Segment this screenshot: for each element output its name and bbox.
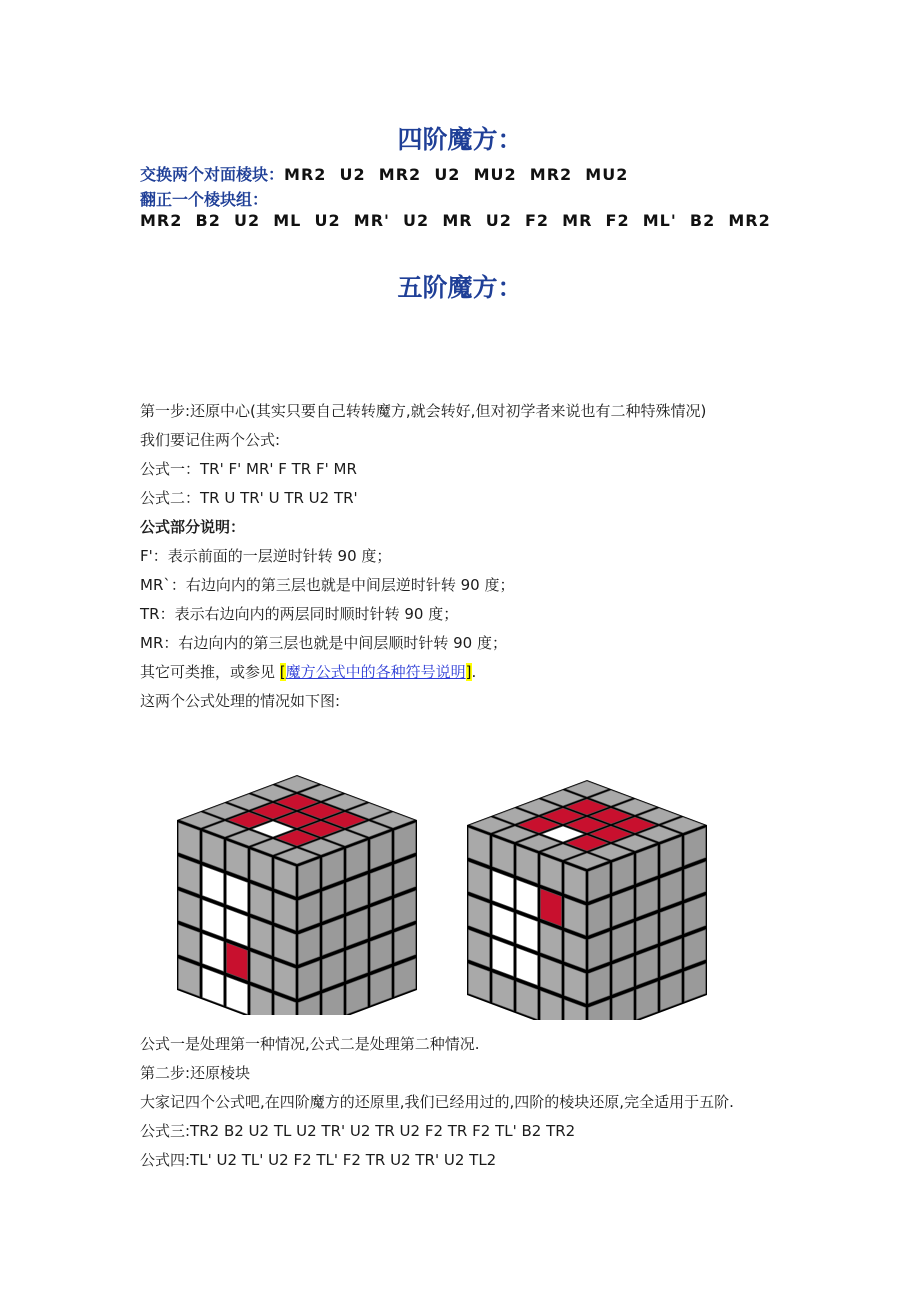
cube-figure-case-one <box>165 735 430 1015</box>
see-also-suffix: . <box>471 663 477 681</box>
see-also-line <box>140 661 476 682</box>
formula-three: 公式三:TR2 B2 U2 TL U2 TR' U2 TR U2 F2 TR F2 TL' B2 TR2 <box>140 1122 576 1140</box>
notation-link[interactable]: 魔方公式中的各种符号说明 <box>285 663 466 681</box>
cube-figure-case-two <box>455 740 720 1020</box>
notation-title: 公式部分说明： <box>140 518 246 536</box>
heading-four-order: 四阶魔方： <box>397 125 523 154</box>
heading-five-order: 五阶魔方： <box>397 273 523 302</box>
bracket-open: [ <box>279 663 286 681</box>
see-also-prefix: 其它可类推，或参见 <box>140 663 280 681</box>
note-mr: MR：右边向内的第三层也就是中间层顺时针转 90 度； <box>140 634 507 652</box>
note-f: F'：表示前面的一层逆时针转 90 度； <box>140 547 392 565</box>
formula-two: 公式二：TR U TR' U TR U2 TR' <box>140 489 358 507</box>
remember-text: 我们要记住两个公式: <box>140 431 281 449</box>
formula-four: 公式四:TL' U2 TL' U2 F2 TL' F2 TR U2 TR' U2 TL2 <box>140 1151 497 1169</box>
note-mr-prime: MR`：右边向内的第三层也就是中间层逆时针转 90 度； <box>140 576 515 594</box>
flip-edge-label: 翻正一个棱块组： <box>140 190 269 209</box>
after-figure-text: 公式一是处理第一种情况,公式二是处理第二种情况. <box>140 1035 480 1053</box>
step2-text: 第二步:还原棱块 <box>140 1064 251 1082</box>
flip-edge-formula: MR2 B2 U2 ML U2 MR' U2 MR U2 F2 MR F2 ML' B2 MR2 <box>140 211 771 230</box>
swap-edges-formula: MR2 U2 MR2 U2 MU2 MR2 MU2 <box>284 165 629 184</box>
formula-one: 公式一：TR' F' MR' F TR F' MR <box>140 460 357 478</box>
bracket-close: ] <box>465 663 472 681</box>
note-tr: TR：表示右边向内的两层同时顺时针转 90 度； <box>140 605 459 623</box>
situation-text: 这两个公式处理的情况如下图: <box>140 692 341 710</box>
step1-text: 第一步:还原中心(其实只要自己转转魔方,就会转好,但对初学者来说也有二种特殊情况) <box>140 402 707 420</box>
swap-edges-label: 交换两个对面棱块： <box>140 165 285 184</box>
swap-edges-line <box>140 162 628 185</box>
remember-four-text: 大家记四个公式吧,在四阶魔方的还原里,我们已经用过的,四阶的棱块还原,完全适用于五阶. <box>140 1093 734 1111</box>
